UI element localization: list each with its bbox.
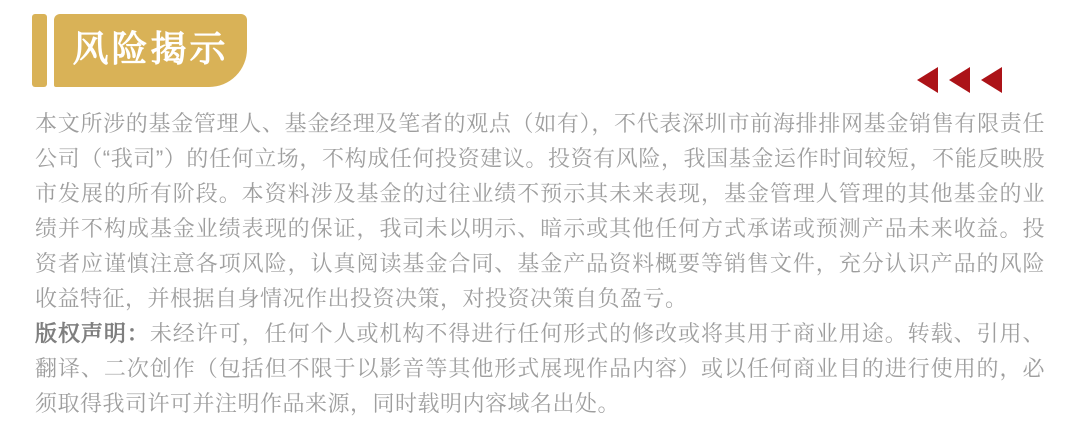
gold-accent-bar [32, 14, 47, 87]
section-header [32, 14, 1048, 88]
left-triangle-icon [981, 67, 1002, 93]
decorative-arrows [917, 59, 1002, 101]
risk-disclaimer-paragraph: 本文所涉的基金管理人、基金经理及笔者的观点（如有），不代表深圳市前海排排网基金销售有限责任公司（“我司”）的任何立场，不构成任何投资建议。投资有风险，我国基金运作时间较短，不能反映股市发展的所有阶段。本资料涉及基金的过往业绩不预示其未来表现，基金管理人管理的其他基金的业绩并不构成基金业绩表现的保证，我司未以明示、暗示或其他任何方式承诺或预测产品未来收益。投资者应谨慎注意各项风险，认真阅读基金合同、基金产品资料概要等销售文件，充分认识产品的风险收益特征，并根据自身情况作出投资决策，对投资决策自负盈亏。 [35, 111, 1045, 311]
copyright-text: 未经许可，任何个人或机构不得进行任何形式的修改或将其用于商业用途。转载、引用、翻译、二次创作（包括但不限于以影音等其他形式展现作品内容）或以任何商业目的进行使用的，必须取得我司许可并注明作品来源，同时载明内容域名出处。 [35, 321, 1045, 416]
left-triangle-icon [917, 67, 938, 93]
disclaimer-content [35, 106, 1045, 421]
copyright-label: 版权声明： [35, 321, 150, 346]
copyright-paragraph [35, 316, 1045, 421]
section-title-badge [54, 14, 247, 87]
left-triangle-icon [949, 67, 970, 93]
section-title: 风险揭示 [72, 27, 229, 69]
